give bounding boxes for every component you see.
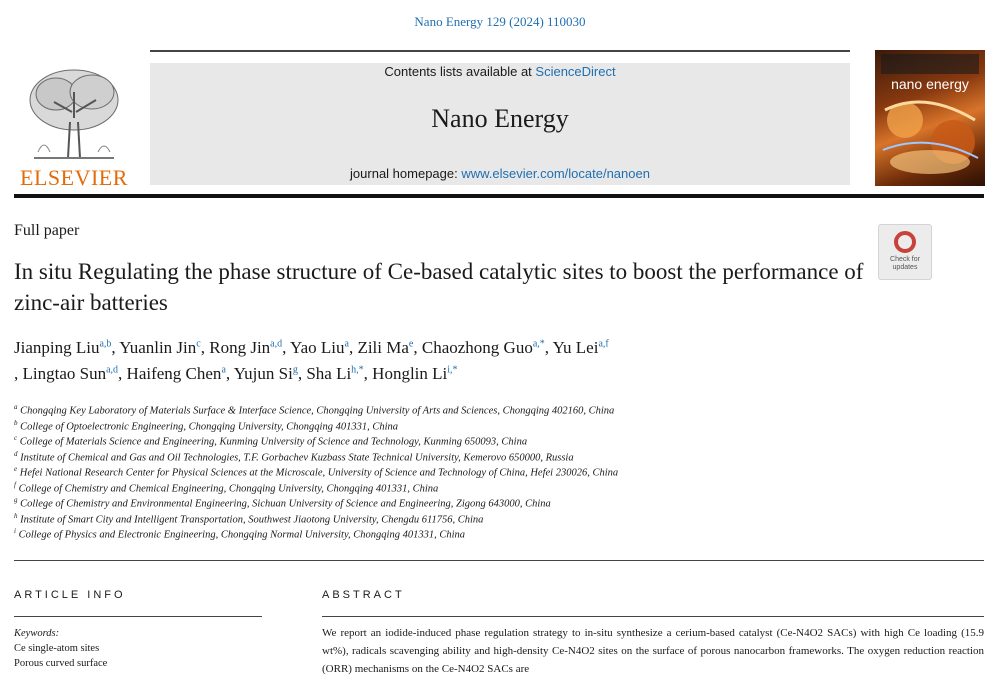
affiliation-letter: e xyxy=(14,465,18,473)
author-affil-marker[interactable]: c xyxy=(196,338,201,350)
affiliation-list xyxy=(14,400,994,540)
affiliation-item xyxy=(14,478,994,494)
affiliation-text: College of Optoelectronic Engineering, Chongqing University, Chongqing 401331, China xyxy=(20,421,398,432)
author-name[interactable]: Yujun Si xyxy=(233,364,293,383)
affiliation-item xyxy=(14,431,994,447)
abstract-rule xyxy=(322,616,984,617)
affiliation-letter: c xyxy=(14,434,18,442)
author-name[interactable]: Zili Ma xyxy=(357,338,409,357)
affiliation-text: Institute of Chemical and Gas and Oil Technologies, T.F. Gorbachev Kuzbass State Technical University, Kemerovo 650000, Russia xyxy=(20,452,574,463)
header-top-rule xyxy=(150,50,850,52)
affiliation-letter: b xyxy=(14,418,18,427)
homepage-prefix: journal homepage: xyxy=(350,166,462,181)
keyword-item: Porous curved surface xyxy=(14,658,108,669)
cover-title: nano energy xyxy=(891,76,969,92)
affiliation-text: College of Chemistry and Environmental Engineering, Sichuan University of Science and Engineering, Zigong 643000, China xyxy=(20,498,551,510)
author-affil-marker[interactable]: a,d xyxy=(106,364,119,376)
affiliation-letter: g xyxy=(14,496,18,504)
affiliation-letter: h xyxy=(14,511,18,520)
author-name[interactable]: Jianping Liu xyxy=(14,338,100,357)
affiliation-item xyxy=(14,447,994,463)
author-name[interactable]: Sha Li xyxy=(306,364,352,383)
bookmark-badge-icon xyxy=(894,231,916,253)
journal-name: Nano Energy xyxy=(431,104,569,133)
affiliation-letter: d xyxy=(14,449,18,458)
author-affil-marker[interactable]: e xyxy=(408,338,414,350)
affiliation-item xyxy=(14,400,994,416)
author-list-line-1: Jianping Liu$^{a,b}$, Yuanlin Jin$^c$, Rong Jin$^{a,d}$, Yao Liu$^a$, Zili Ma$^e$, Chaozhong Guo$^{a,*}$, Yu Lei$^{a,f}$ xyxy=(14,338,609,357)
abstract-text: We report an iodide-induced phase regulation strategy to in-situ synthesize a cerium-based catalyst (Ce-N4O2 SACs) with high Ce loading (15.9 wt%), radicals scavenging ability and high-density Ce-N4O2 sites on the surface of porous nanocarbon frameworks. The oxygen reduction reaction (ORR) mechanisms on the Ce-N4O2 SACs are xyxy=(322,627,984,675)
author-affil-marker[interactable]: a xyxy=(221,364,226,376)
abstract-heading: ABSTRACT xyxy=(322,589,405,601)
author-affil-marker[interactable]: a,f xyxy=(598,338,609,350)
cover-artwork-icon xyxy=(875,50,985,186)
affiliation-letter: a xyxy=(14,403,18,411)
author-name[interactable]: Haifeng Chen xyxy=(126,364,222,383)
article-type: Full paper xyxy=(14,222,80,239)
sciencedirect-link[interactable]: ScienceDirect xyxy=(535,64,616,79)
contents-prefix: Contents lists available at xyxy=(384,64,536,79)
journal-citation[interactable]: Nano Energy 129 (2024) 110030 xyxy=(414,14,586,29)
homepage-link[interactable]: www.elsevier.com/locate/nanoen xyxy=(461,166,650,181)
author-affil-marker[interactable]: i,* xyxy=(447,364,458,376)
affiliation-item xyxy=(14,509,994,525)
check-for-updates-button[interactable] xyxy=(878,224,932,280)
affiliation-text: Hefei National Research Center for Physical Sciences at the Microscale, University of Science and Technology of China, Hefei 230026, China xyxy=(19,467,619,479)
header-divider xyxy=(14,194,984,198)
author-affil-marker[interactable]: h,* xyxy=(351,364,364,376)
journal-cover-image[interactable] xyxy=(875,50,985,186)
author-name[interactable]: Yuanlin Jin xyxy=(119,338,197,357)
author-name[interactable]: Yu Lei xyxy=(552,338,599,357)
check-updates-label: Check for updates xyxy=(890,256,920,271)
paper-title: In situ Regulating the phase structure of Ce-based catalytic sites to boost the performance of zinc-air batteries xyxy=(14,259,864,315)
affiliation-text: Chongqing Key Laboratory of Materials Surface & Interface Science, Chongqing University of Arts and Sciences, Chongqing 402160, China xyxy=(20,405,615,417)
keyword-item: Ce single-atom sites xyxy=(14,643,100,654)
affiliation-item xyxy=(14,524,994,540)
affiliation-letter: i xyxy=(14,527,16,535)
author-name[interactable]: Chaozhong Guo xyxy=(421,338,533,357)
affiliation-text: College of Physics and Electronic Engineering, Chongqing Normal University, Chongqing 401331, China xyxy=(18,529,465,541)
keywords-block xyxy=(14,626,107,671)
contents-availability xyxy=(150,64,850,79)
article-info-rule xyxy=(14,616,262,617)
author-name[interactable]: Lingtao Sun xyxy=(22,364,107,383)
author-affil-marker[interactable]: a xyxy=(344,338,349,350)
article-info-heading: ARTICLE INFO xyxy=(14,589,126,601)
affiliation-text: College of Chemistry and Chemical Engineering, Chongqing University, Chongqing 401331, China xyxy=(18,483,439,494)
author-name[interactable]: Yao Liu xyxy=(290,338,345,357)
author-affil-marker[interactable]: a,d xyxy=(270,338,283,350)
author-list-line-2: , Lingtao Sun$^{a,d}$, Haifeng Chen$^a$, Yujun Si$^g$, Sha $Li^{h,*}$, Honglin $Li^{i,*}$ xyxy=(14,364,458,383)
author-name[interactable]: Rong Jin xyxy=(209,338,271,357)
publisher-name: ELSEVIER xyxy=(20,165,128,190)
author-affil-marker[interactable]: g xyxy=(292,364,298,376)
affiliation-item xyxy=(14,462,994,478)
keywords-label: Keywords: xyxy=(14,628,60,639)
affiliation-text: Institute of Smart City and Intelligent Transportation, Southwest Jiaotong University, Chengdu 611756, China xyxy=(20,514,484,525)
author-name[interactable]: Honglin Li xyxy=(372,364,448,383)
author-affil-marker[interactable]: a,b xyxy=(99,338,112,350)
affiliation-text: College of Materials Science and Engineering, Kunming University of Science and Technology, Kunming 650093, China xyxy=(19,436,528,448)
author-affil-marker[interactable]: a,* xyxy=(532,338,545,350)
journal-homepage xyxy=(150,166,850,181)
affiliation-item xyxy=(14,493,994,509)
affiliation-item xyxy=(14,416,994,432)
affiliation-letter: f xyxy=(14,480,16,489)
section-divider xyxy=(14,560,984,561)
